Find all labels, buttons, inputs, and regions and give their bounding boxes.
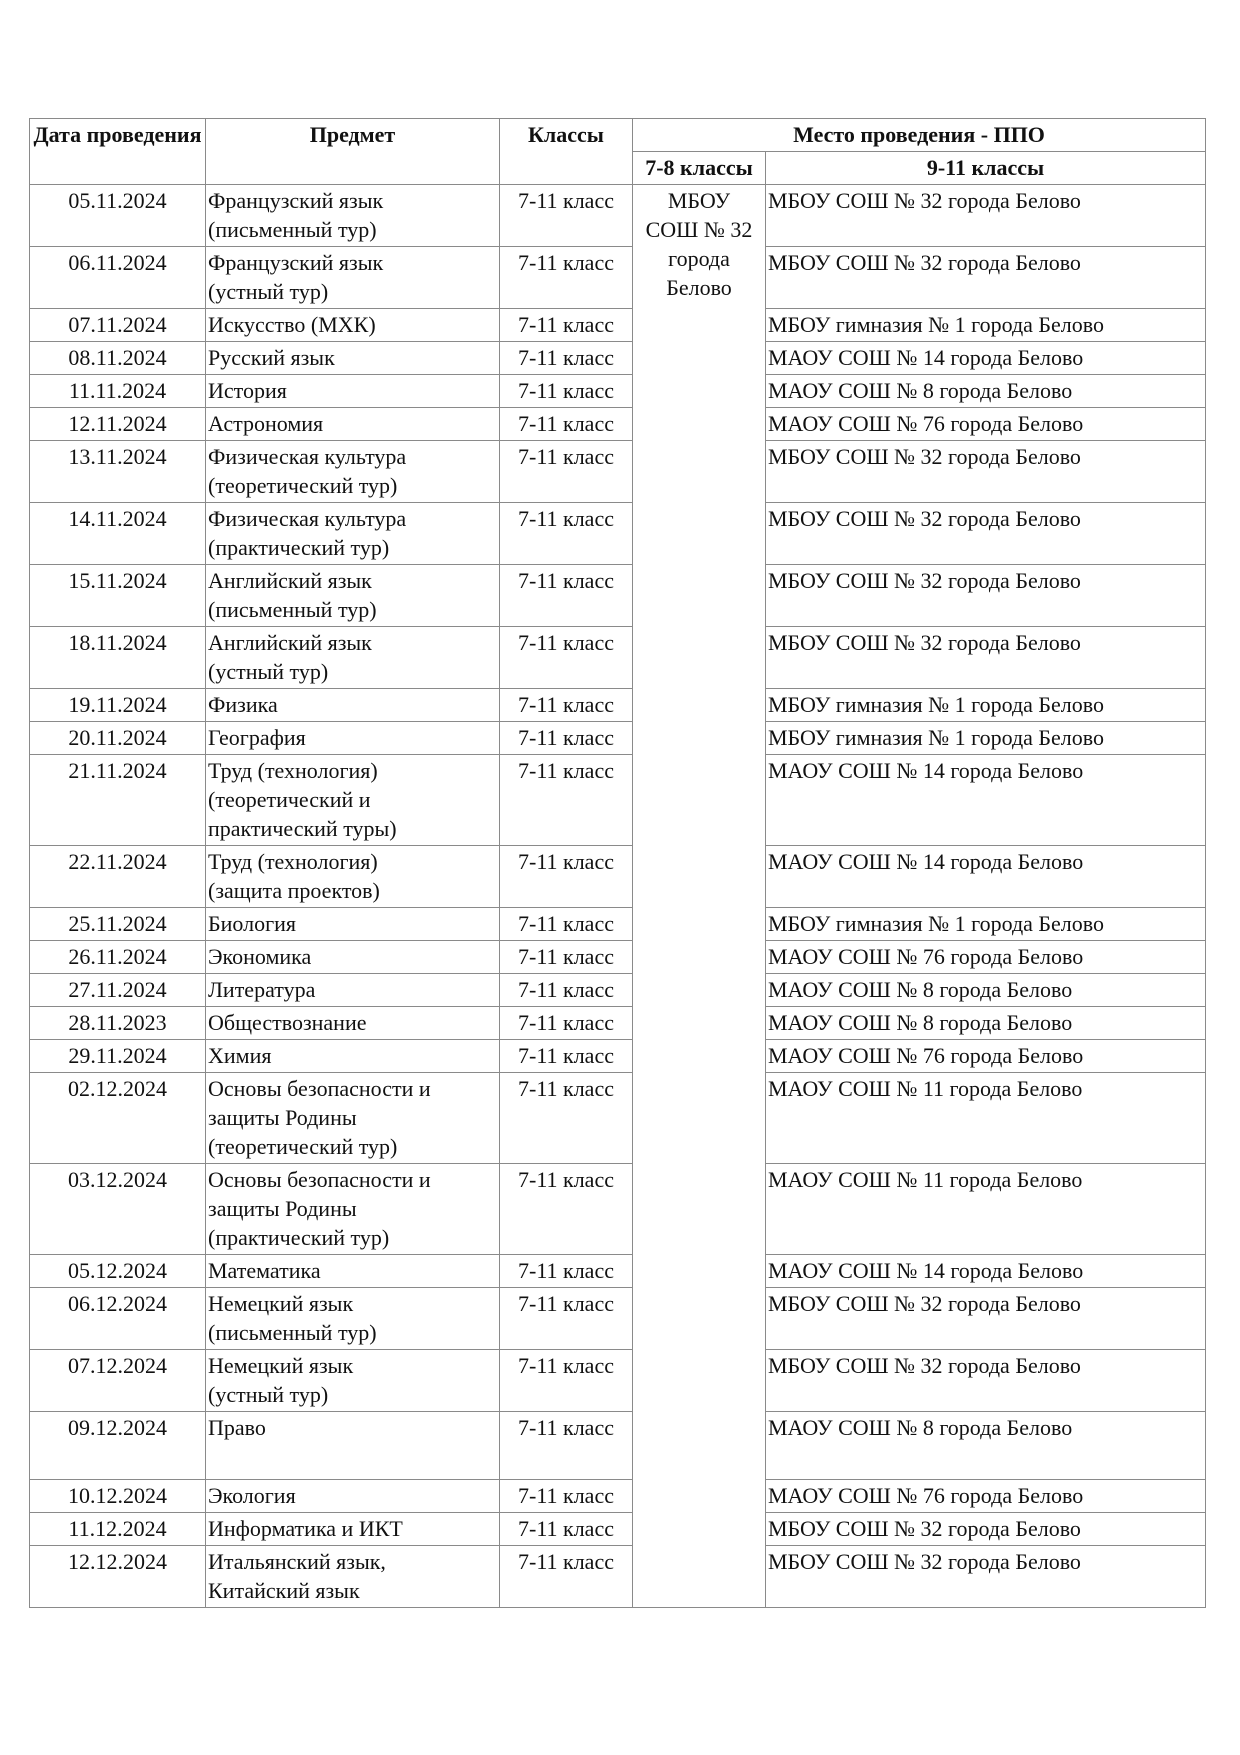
- table-row: [30, 1546, 1206, 1608]
- row-classes: 7-11 класс: [500, 689, 633, 722]
- row-venue-9-11: МАОУ СОШ № 8 города Белово: [766, 375, 1206, 408]
- row-subject: Основы безопасности и защиты Родины (теоретический тур): [206, 1073, 500, 1164]
- row-date: 08.11.2024: [30, 342, 206, 375]
- row-venue-9-11: МБОУ гимназия № 1 города Белово: [766, 309, 1206, 342]
- row-venue-9-11: МБОУ СОШ № 32 города Белово: [766, 1288, 1206, 1350]
- table-row: [30, 1350, 1206, 1412]
- table-row: [30, 565, 1206, 627]
- row-subject: Экономика: [206, 941, 500, 974]
- row-date: 12.12.2024: [30, 1546, 206, 1608]
- olympiad-schedule-table: [29, 118, 1206, 1608]
- row-classes: 7-11 класс: [500, 1255, 633, 1288]
- row-venue-9-11: МБОУ СОШ № 32 города Белово: [766, 185, 1206, 247]
- row-subject: Литература: [206, 974, 500, 1007]
- row-classes: 7-11 класс: [500, 1412, 633, 1480]
- row-subject: География: [206, 722, 500, 755]
- table-row: [30, 1007, 1206, 1040]
- venue-7-8-cell: МБОУ СОШ № 32 города Белово: [633, 185, 766, 1608]
- row-venue-9-11: МАОУ СОШ № 11 города Белово: [766, 1164, 1206, 1255]
- row-venue-9-11: МАОУ СОШ № 76 города Белово: [766, 1480, 1206, 1513]
- row-classes: 7-11 класс: [500, 342, 633, 375]
- table-row: [30, 755, 1206, 846]
- row-subject: Химия: [206, 1040, 500, 1073]
- row-date: 25.11.2024: [30, 908, 206, 941]
- row-classes: 7-11 класс: [500, 375, 633, 408]
- row-subject: Русский язык: [206, 342, 500, 375]
- row-subject: Английский язык (письменный тур): [206, 565, 500, 627]
- table-row: [30, 1040, 1206, 1073]
- schedule-body: [30, 185, 1206, 1608]
- table-row: [30, 1255, 1206, 1288]
- row-subject: Экология: [206, 1480, 500, 1513]
- header-classes: Классы: [500, 119, 633, 185]
- row-date: 07.12.2024: [30, 1350, 206, 1412]
- table-row: [30, 309, 1206, 342]
- row-classes: 7-11 класс: [500, 974, 633, 1007]
- row-venue-9-11: МАОУ СОШ № 8 города Белово: [766, 1412, 1206, 1480]
- row-venue-9-11: МАОУ СОШ № 76 города Белово: [766, 941, 1206, 974]
- row-date: 19.11.2024: [30, 689, 206, 722]
- row-venue-9-11: МАОУ СОШ № 14 города Белово: [766, 755, 1206, 846]
- header-date: Дата проведения: [30, 119, 206, 185]
- row-date: 09.12.2024: [30, 1412, 206, 1480]
- row-date: 02.12.2024: [30, 1073, 206, 1164]
- row-date: 11.12.2024: [30, 1513, 206, 1546]
- row-subject: Труд (технология) (защита проектов): [206, 846, 500, 908]
- row-date: 06.12.2024: [30, 1288, 206, 1350]
- row-classes: 7-11 класс: [500, 1073, 633, 1164]
- row-subject: Биология: [206, 908, 500, 941]
- row-date: 18.11.2024: [30, 627, 206, 689]
- row-date: 26.11.2024: [30, 941, 206, 974]
- row-subject: Искусство (МХК): [206, 309, 500, 342]
- table-row: [30, 1480, 1206, 1513]
- row-subject: Немецкий язык (устный тур): [206, 1350, 500, 1412]
- table-row: [30, 503, 1206, 565]
- row-classes: 7-11 класс: [500, 1480, 633, 1513]
- row-date: 29.11.2024: [30, 1040, 206, 1073]
- row-subject: Обществознание: [206, 1007, 500, 1040]
- table-row: [30, 908, 1206, 941]
- table-row: [30, 375, 1206, 408]
- row-classes: 7-11 класс: [500, 1513, 633, 1546]
- row-venue-9-11: МБОУ СОШ № 32 города Белово: [766, 247, 1206, 309]
- row-subject: Основы безопасности и защиты Родины (практический тур): [206, 1164, 500, 1255]
- row-venue-9-11: МБОУ СОШ № 32 города Белово: [766, 503, 1206, 565]
- row-venue-9-11: МБОУ СОШ № 32 города Белово: [766, 565, 1206, 627]
- row-classes: 7-11 класс: [500, 755, 633, 846]
- row-venue-9-11: МАОУ СОШ № 11 города Белово: [766, 1073, 1206, 1164]
- table-row: [30, 1073, 1206, 1164]
- row-venue-9-11: МАОУ СОШ № 8 города Белово: [766, 974, 1206, 1007]
- row-date: 28.11.2023: [30, 1007, 206, 1040]
- table-row: [30, 342, 1206, 375]
- row-classes: 7-11 класс: [500, 408, 633, 441]
- row-classes: 7-11 класс: [500, 1164, 633, 1255]
- table-row: [30, 722, 1206, 755]
- row-subject: Физика: [206, 689, 500, 722]
- row-venue-9-11: МБОУ гимназия № 1 города Белово: [766, 722, 1206, 755]
- row-date: 07.11.2024: [30, 309, 206, 342]
- header-venue: Место проведения - ППО: [633, 119, 1206, 152]
- table-row: [30, 441, 1206, 503]
- row-date: 11.11.2024: [30, 375, 206, 408]
- row-venue-9-11: МАОУ СОШ № 14 города Белово: [766, 342, 1206, 375]
- row-classes: 7-11 класс: [500, 846, 633, 908]
- row-date: 05.11.2024: [30, 185, 206, 247]
- row-subject: Итальянский язык, Китайский язык: [206, 1546, 500, 1608]
- row-date: 12.11.2024: [30, 408, 206, 441]
- row-classes: 7-11 класс: [500, 722, 633, 755]
- row-date: 05.12.2024: [30, 1255, 206, 1288]
- row-date: 06.11.2024: [30, 247, 206, 309]
- header-venue-7-8: 7-8 классы: [633, 152, 766, 185]
- row-date: 13.11.2024: [30, 441, 206, 503]
- row-venue-9-11: МБОУ СОШ № 32 города Белово: [766, 1513, 1206, 1546]
- row-venue-9-11: МАОУ СОШ № 76 города Белово: [766, 1040, 1206, 1073]
- header-subject: Предмет: [206, 119, 500, 185]
- row-date: 15.11.2024: [30, 565, 206, 627]
- row-subject: Французский язык (письменный тур): [206, 185, 500, 247]
- table-row: [30, 1164, 1206, 1255]
- row-venue-9-11: МБОУ СОШ № 32 города Белово: [766, 1350, 1206, 1412]
- row-date: 20.11.2024: [30, 722, 206, 755]
- row-subject: История: [206, 375, 500, 408]
- row-venue-9-11: МАОУ СОШ № 76 города Белово: [766, 408, 1206, 441]
- table-row: [30, 1288, 1206, 1350]
- table-row: [30, 1513, 1206, 1546]
- table-row: [30, 846, 1206, 908]
- row-classes: 7-11 класс: [500, 627, 633, 689]
- row-classes: 7-11 класс: [500, 503, 633, 565]
- row-subject: Физическая культура (практический тур): [206, 503, 500, 565]
- table-row: [30, 1412, 1206, 1480]
- row-venue-9-11: МАОУ СОШ № 14 города Белово: [766, 1255, 1206, 1288]
- row-venue-9-11: МБОУ СОШ № 32 города Белово: [766, 627, 1206, 689]
- table-row: [30, 247, 1206, 309]
- row-date: 21.11.2024: [30, 755, 206, 846]
- row-classes: 7-11 класс: [500, 1350, 633, 1412]
- row-venue-9-11: МАОУ СОШ № 14 города Белово: [766, 846, 1206, 908]
- row-subject: Информатика и ИКТ: [206, 1513, 500, 1546]
- row-subject: Право: [206, 1412, 500, 1480]
- table-row: [30, 974, 1206, 1007]
- row-classes: 7-11 класс: [500, 441, 633, 503]
- row-venue-9-11: МБОУ СОШ № 32 города Белово: [766, 441, 1206, 503]
- table-row: [30, 408, 1206, 441]
- row-classes: 7-11 класс: [500, 1007, 633, 1040]
- row-classes: 7-11 класс: [500, 185, 633, 247]
- row-classes: 7-11 класс: [500, 941, 633, 974]
- row-classes: 7-11 класс: [500, 1546, 633, 1608]
- row-classes: 7-11 класс: [500, 309, 633, 342]
- row-subject: Труд (технология) (теоретический и практический туры): [206, 755, 500, 846]
- row-classes: 7-11 класс: [500, 565, 633, 627]
- row-classes: 7-11 класс: [500, 247, 633, 309]
- row-date: 14.11.2024: [30, 503, 206, 565]
- row-subject: Французский язык (устный тур): [206, 247, 500, 309]
- row-venue-9-11: МБОУ СОШ № 32 города Белово: [766, 1546, 1206, 1608]
- header-venue-9-11: 9-11 классы: [766, 152, 1206, 185]
- row-subject: Физическая культура (теоретический тур): [206, 441, 500, 503]
- row-date: 22.11.2024: [30, 846, 206, 908]
- row-venue-9-11: МБОУ гимназия № 1 города Белово: [766, 689, 1206, 722]
- row-subject: Математика: [206, 1255, 500, 1288]
- row-subject: Астрономия: [206, 408, 500, 441]
- table-row: [30, 941, 1206, 974]
- row-venue-9-11: МАОУ СОШ № 8 города Белово: [766, 1007, 1206, 1040]
- row-classes: 7-11 класс: [500, 1040, 633, 1073]
- table-row: [30, 689, 1206, 722]
- row-subject: Немецкий язык (письменный тур): [206, 1288, 500, 1350]
- row-classes: 7-11 класс: [500, 1288, 633, 1350]
- row-date: 03.12.2024: [30, 1164, 206, 1255]
- table-row: [30, 627, 1206, 689]
- row-subject: Английский язык (устный тур): [206, 627, 500, 689]
- row-venue-9-11: МБОУ гимназия № 1 города Белово: [766, 908, 1206, 941]
- row-classes: 7-11 класс: [500, 908, 633, 941]
- row-date: 27.11.2024: [30, 974, 206, 1007]
- table-row: [30, 185, 1206, 247]
- row-date: 10.12.2024: [30, 1480, 206, 1513]
